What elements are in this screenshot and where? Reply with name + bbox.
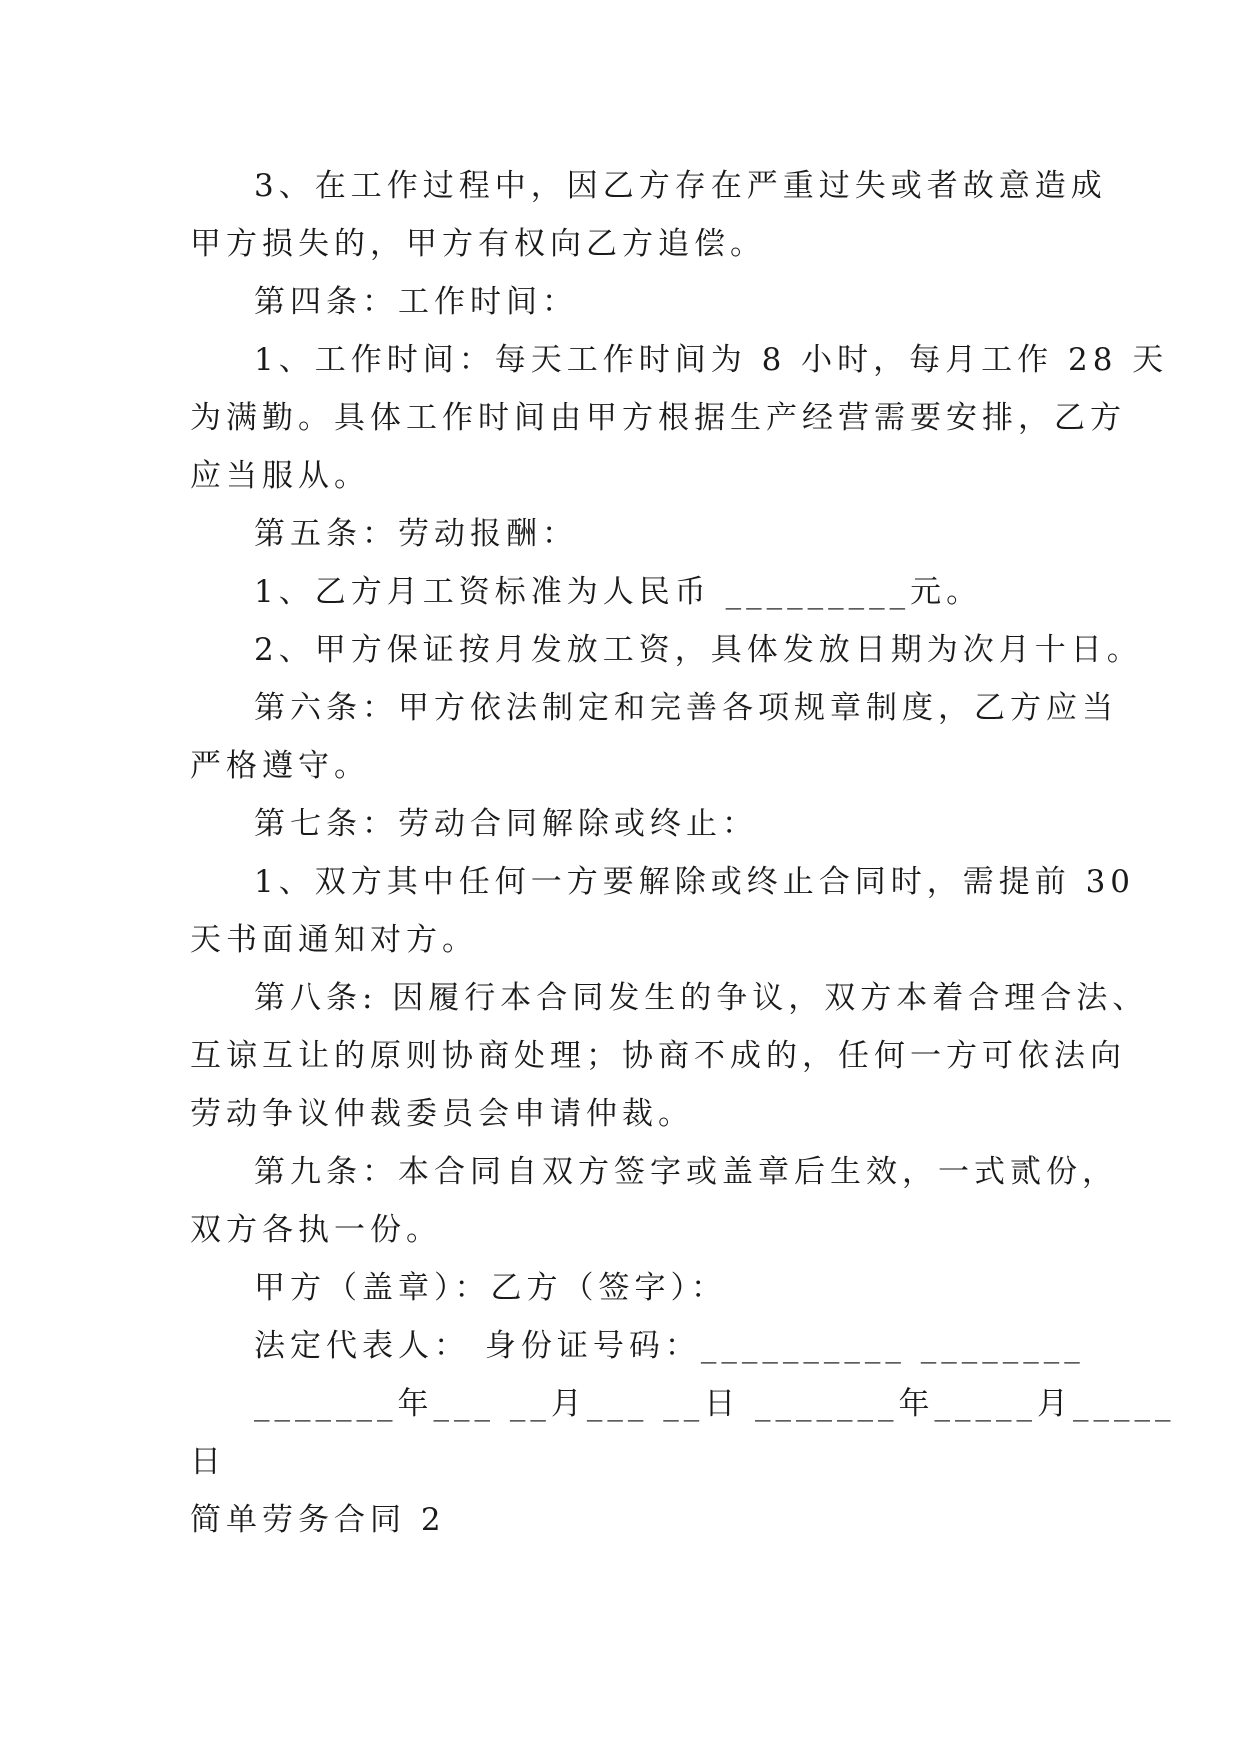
section-heading: 第四条：工作时间： — [254, 284, 578, 320]
section-heading: 第九条：本合同自双方签字或盖章后生效，一式贰份， — [254, 1154, 1118, 1190]
paragraph-line: 1、乙方月工资标准为人民币 _________元。 — [254, 574, 983, 610]
paragraph-line: 劳动争议仲裁委员会申请仲裁。 — [190, 1096, 694, 1132]
signature-parties: 甲方（盖章）：乙方（签字）： — [254, 1270, 727, 1306]
next-document-title: 简单劳务合同 2 — [190, 1502, 446, 1538]
paragraph-line: 1、工作时间：每天工作时间为 8 小时，每月工作 28 天 — [254, 342, 1169, 378]
signature-date-end: 日 — [190, 1444, 226, 1480]
paragraph-line: 互谅互让的原则协商处理；协商不成的，任何一方可依法向 — [190, 1038, 1126, 1074]
section-heading: 第八条: 因履行本合同发生的争议，双方本着合理合法、 — [254, 980, 1149, 1016]
paragraph-line: 2、甲方保证按月发放工资，具体发放日期为次月十日。 — [254, 632, 1143, 668]
paragraph-line: 为满勤。具体工作时间由甲方根据生产经营需要安排，乙方 — [190, 400, 1126, 436]
paragraph-line: 3、在工作过程中，因乙方存在严重过失或者故意造成 — [254, 168, 1107, 204]
paragraph-line: 甲方损失的，甲方有权向乙方追偿。 — [190, 226, 766, 262]
paragraph-line: 应当服从。 — [190, 458, 370, 494]
section-heading: 第六条：甲方依法制定和完善各项规章制度，乙方应当 — [254, 690, 1118, 726]
paragraph-line: 双方各执一份。 — [190, 1212, 442, 1248]
signature-date: _______年___ __月___ __日 _______年_____月_____ — [254, 1386, 1176, 1422]
signature-representative: 法定代表人： 身份证号码：__________ ________ — [254, 1328, 1085, 1364]
paragraph-line: 天书面通知对方。 — [190, 922, 478, 958]
section-heading: 第七条：劳动合同解除或终止： — [254, 806, 758, 842]
paragraph-line: 1、双方其中任何一方要解除或终止合同时，需提前 30 — [254, 864, 1136, 900]
paragraph-line: 严格遵守。 — [190, 748, 370, 784]
section-heading: 第五条：劳动报酬： — [254, 516, 578, 552]
